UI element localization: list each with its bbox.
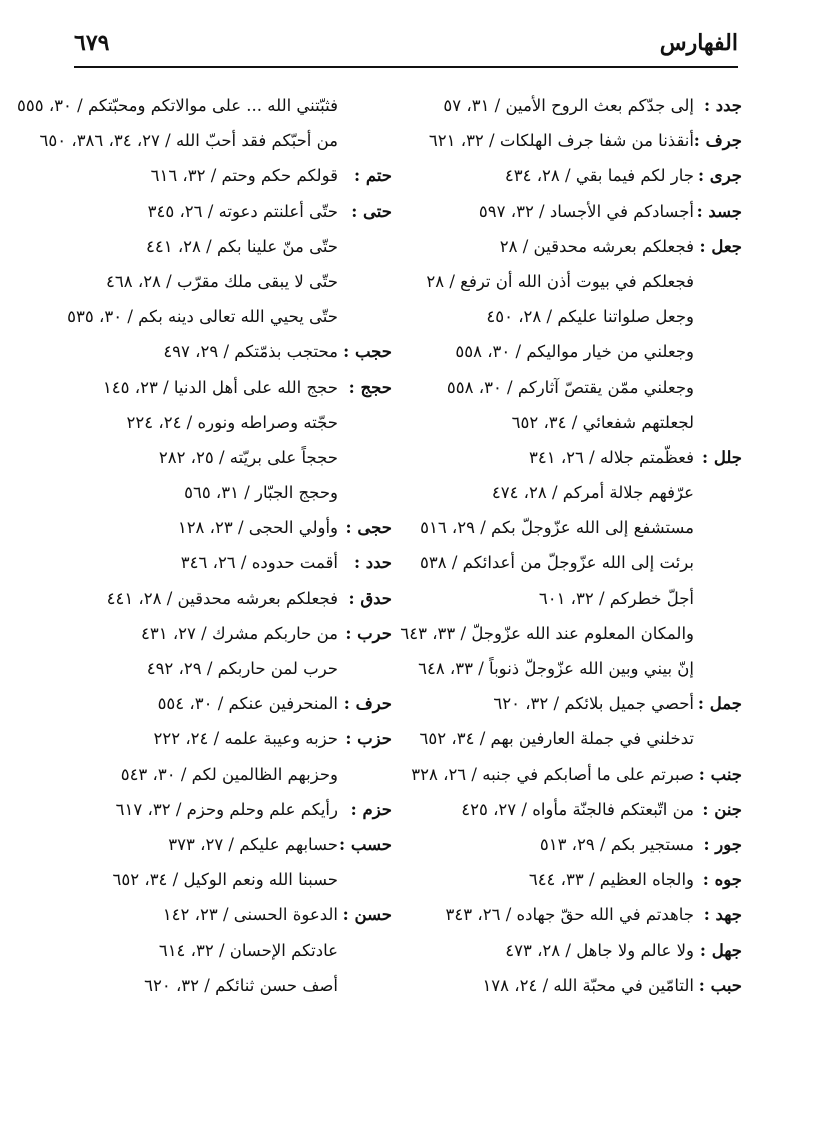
index-entry bbox=[442, 405, 742, 440]
entry-text: وحزبهم الظالمين لكم / ٣٠، ٥٤٣ bbox=[120, 764, 338, 784]
root-word: حدق : bbox=[348, 588, 392, 608]
index-entry bbox=[442, 229, 742, 264]
index-entry bbox=[442, 933, 742, 968]
entry-text: حتّى لا يبقى ملك مقرّب / ٢٨، ٤٦٨ bbox=[106, 271, 338, 291]
entry-text: حجج الله على أهل الدنيا / ٢٣، ١٤٥ bbox=[102, 377, 338, 397]
index-entry bbox=[62, 616, 392, 651]
root-word: حجى : bbox=[345, 518, 392, 538]
entry-text: وجعل صلواتنا عليكم / ٢٨، ٤٥٠ bbox=[486, 307, 694, 327]
entry-text: برئت إلى الله عزّوجلّ من أعدائكم / ٥٣٨ bbox=[419, 553, 694, 573]
root-word: حزم : bbox=[350, 799, 392, 819]
entry-text: وجعلني ممّن يقتصّ آثاركم / ٣٠، ٥٥٨ bbox=[446, 377, 694, 397]
entry-text: فجعلكم بعرشه محدقين / ٢٨، ٤٤١ bbox=[106, 588, 338, 608]
index-entry bbox=[62, 194, 392, 229]
entry-text: فعظّمتم جلاله / ٢٦، ٣٤١ bbox=[528, 447, 694, 467]
index-entry bbox=[426, 264, 742, 299]
running-title: الفهارس bbox=[659, 30, 738, 56]
index-entry bbox=[442, 440, 742, 475]
index-entry bbox=[400, 616, 742, 651]
root-word: حتى : bbox=[351, 201, 392, 221]
entry-text: أجلّ خطركم / ٣٢، ٦٠١ bbox=[538, 588, 694, 608]
page-header bbox=[74, 30, 738, 64]
entry-text: حتّى منّ علينا بكم / ٢٨، ٤٤١ bbox=[146, 236, 338, 256]
entry-text: من أحبّكم فقد أحبّ الله / ٢٧، ٣٤، ٣٨٦، ٦٥٠ bbox=[39, 131, 338, 151]
entry-text: حجّته وصراطه ونوره / ٢٤، ٢٢٤ bbox=[126, 412, 338, 432]
index-entry bbox=[62, 334, 392, 369]
entry-text: من اتّبعتكم فالجنّة مأواه / ٢٧، ٤٢٥ bbox=[461, 799, 694, 819]
entry-text: حججاً على بريّته / ٢٥، ٢٨٢ bbox=[158, 447, 338, 467]
entry-text: حرب لمن حاربكم / ٢٩، ٤٩٢ bbox=[146, 659, 338, 678]
index-entry bbox=[442, 862, 742, 897]
index-entry bbox=[62, 299, 392, 334]
root-word: جنب : bbox=[698, 764, 742, 784]
entry-text: وجعلني من خيار مواليكم / ٣٠، ٥٥٨ bbox=[455, 342, 694, 362]
entry-text: وحجج الجبّار / ٣١، ٥٦٥ bbox=[184, 483, 338, 503]
entry-text: فجعلكم بعرشه محدقين / ٢٨ bbox=[499, 236, 694, 256]
entry-text: فجعلكم في بيوت أذن الله أن ترفع / ٢٨ bbox=[426, 271, 694, 291]
entry-text: أنقذنا من شفا جرف الهلكات / ٣٢، ٦٢١ bbox=[428, 131, 694, 151]
index-entry bbox=[62, 897, 392, 932]
entry-text: لجعلتهم شفعائي / ٣٤، ٦٥٢ bbox=[511, 412, 694, 432]
root-word: جدد : bbox=[703, 96, 742, 115]
entry-text: حتّى أعلنتم دعوته / ٢٦، ٣٤٥ bbox=[147, 201, 338, 221]
index-entry bbox=[62, 757, 392, 792]
index-entry bbox=[62, 158, 392, 193]
entry-text: من حاربكم مشرك / ٢٧، ٤٣١ bbox=[141, 623, 338, 643]
index-entry bbox=[62, 475, 392, 510]
entry-text: الدعوة الحسنى / ٢٣، ١٤٢ bbox=[162, 905, 338, 925]
root-word: حجج : bbox=[348, 377, 392, 397]
index-entry bbox=[420, 510, 742, 545]
index-entry bbox=[442, 194, 742, 229]
index-entry bbox=[62, 862, 392, 897]
root-word: جعل : bbox=[699, 236, 742, 256]
root-word: جمل : bbox=[697, 694, 742, 714]
entry-text: وأولي الحجى / ٢٣، ١٢٨ bbox=[177, 518, 338, 538]
entry-text: عادتكم الإحسان / ٣٢، ٦١٤ bbox=[158, 940, 338, 960]
index-entry bbox=[62, 370, 392, 405]
root-word: جور : bbox=[703, 834, 742, 854]
entry-text: صبرتم على ما أصابكم في جنبه / ٢٦، ٣٢٨ bbox=[411, 764, 694, 784]
index-entry bbox=[442, 334, 742, 369]
index-entry bbox=[62, 792, 392, 827]
index-entry bbox=[62, 721, 392, 756]
entry-text: إلى جدّكم بعث الروح الأمين / ٣١، ٥٧ bbox=[443, 96, 694, 115]
entry-text: أقمت حدوده / ٢٦، ٣٤٦ bbox=[180, 553, 338, 573]
root-word: جهد : bbox=[703, 905, 742, 925]
index-entry bbox=[418, 651, 742, 686]
root-word: حبب : bbox=[698, 975, 742, 995]
root-word: حدد : bbox=[353, 553, 392, 573]
root-word: جلل : bbox=[702, 447, 742, 467]
header-rule bbox=[74, 66, 738, 68]
entry-text: والمكان المعلوم عند الله عزّوجلّ / ٣٣، ٦٤٣ bbox=[400, 623, 694, 643]
entry-text: فثبّتني الله ... على موالاتكم ومحبّتكم / ٣٠، ٥٥٥ bbox=[16, 96, 338, 115]
index-entry bbox=[62, 651, 392, 686]
index-entry bbox=[442, 897, 742, 932]
entry-text: والجاه العظيم / ٣٣، ٦٤٤ bbox=[528, 870, 694, 890]
entry-text: إنّ بيني وبين الله عزّوجلّ ذنوباً / ٣٣، ٦٤٨ bbox=[418, 659, 694, 678]
root-word: حرب : bbox=[345, 623, 392, 643]
index-entry bbox=[62, 968, 392, 1003]
index-entry bbox=[442, 370, 742, 405]
root-word: جهل : bbox=[699, 940, 742, 960]
entry-text: تدخلني في جملة العارفين بهم / ٣٤، ٦٥٢ bbox=[419, 729, 694, 749]
entry-text: أصف حسن ثنائكم / ٣٢، ٦٢٠ bbox=[144, 975, 338, 995]
entry-text: مستجير بكم / ٢٩، ٥١٣ bbox=[539, 834, 694, 854]
entry-text: عرّفهم جلالة أمركم / ٢٨، ٤٧٤ bbox=[491, 483, 694, 503]
root-word: حسن : bbox=[342, 905, 392, 925]
index-entry bbox=[442, 827, 742, 862]
entry-text: حزبه وعيبة علمه / ٢٤، ٢٢٢ bbox=[153, 729, 338, 749]
entry-text: ولا عالم ولا جاهل / ٢٨، ٤٧٣ bbox=[505, 940, 694, 960]
index-entry bbox=[442, 581, 742, 616]
root-word: حزب : bbox=[345, 729, 392, 749]
root-word: جنن : bbox=[702, 799, 742, 819]
page-number: ٦٧٩ bbox=[74, 30, 110, 56]
index-entry bbox=[16, 88, 392, 123]
index-entry bbox=[442, 88, 742, 123]
root-word: حجب : bbox=[343, 342, 392, 362]
entry-text: محتجب بذمّتكم / ٢٩، ٤٩٧ bbox=[163, 342, 338, 362]
index-entry bbox=[442, 158, 742, 193]
index-entry bbox=[62, 827, 392, 862]
index-entry bbox=[442, 475, 742, 510]
index-entry bbox=[62, 229, 392, 264]
index-entry bbox=[62, 510, 392, 545]
entry-text: حسبنا الله ونعم الوكيل / ٣٤، ٦٥٢ bbox=[112, 870, 338, 890]
root-word: جسد : bbox=[696, 201, 742, 221]
index-entry bbox=[442, 792, 742, 827]
index-entry bbox=[419, 721, 742, 756]
index-entry bbox=[442, 686, 742, 721]
index-entry bbox=[62, 933, 392, 968]
index-entry bbox=[419, 545, 742, 580]
root-word: حسب : bbox=[339, 834, 392, 854]
index-entry bbox=[442, 968, 742, 1003]
entry-text: مستشفع إلى الله عزّوجلّ بكم / ٢٩، ٥١٦ bbox=[420, 518, 694, 538]
entry-text: أجسادكم في الأجساد / ٣٢، ٥٩٧ bbox=[478, 201, 694, 221]
entry-text: رأيكم علم وحلم وحزم / ٣٢، ٦١٧ bbox=[115, 799, 338, 819]
index-column-right bbox=[400, 88, 742, 1003]
entry-text: حسابهم عليكم / ٢٧، ٣٧٣ bbox=[168, 834, 338, 854]
entry-text: جاهدتم في الله حقّ جهاده / ٢٦، ٣٤٣ bbox=[445, 905, 694, 925]
index-entry bbox=[62, 545, 392, 580]
index-entry bbox=[39, 123, 392, 158]
index-entry bbox=[62, 686, 392, 721]
root-word: حتم : bbox=[354, 166, 392, 186]
root-word: حرف : bbox=[343, 694, 392, 714]
entry-text: أحصي جميل بلائكم / ٣٢، ٦٢٠ bbox=[493, 694, 694, 714]
root-word: جوه : bbox=[702, 870, 742, 890]
entry-text: جار لكم فيما بقي / ٢٨، ٤٣٤ bbox=[504, 166, 694, 186]
index-entry bbox=[428, 123, 742, 158]
root-word: جرف : bbox=[693, 131, 742, 151]
index-entry bbox=[62, 264, 392, 299]
index-entry bbox=[62, 581, 392, 616]
entry-text: قولكم حكم وحتم / ٣٢، ٦١٦ bbox=[150, 166, 338, 186]
entry-text: حتّى يحيي الله تعالى دينه بكم / ٣٠، ٥٣٥ bbox=[67, 307, 338, 327]
index-entry bbox=[442, 299, 742, 334]
index-column-left bbox=[16, 88, 392, 1003]
entry-text: التامّين في محبّة الله / ٢٤، ١٧٨ bbox=[482, 975, 694, 995]
index-entry bbox=[62, 440, 392, 475]
root-word: جرى : bbox=[697, 166, 742, 186]
index-entry bbox=[62, 405, 392, 440]
entry-text: المنحرفين عنكم / ٣٠، ٥٥٤ bbox=[157, 694, 338, 714]
index-entry bbox=[411, 757, 742, 792]
